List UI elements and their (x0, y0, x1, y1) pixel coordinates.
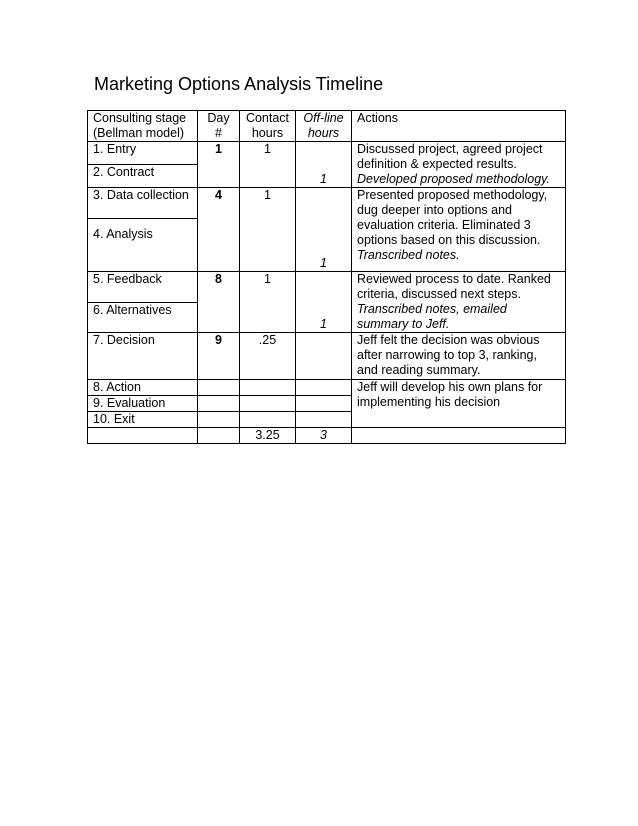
actions-text: Presented proposed methodology, dug deeper into options and evaluation criteria. Eliminated 3 options based on this discussion. (357, 188, 548, 247)
actions-italic-text: Developed proposed methodology. (357, 172, 550, 186)
contact-hours-cell: 1 (240, 188, 296, 272)
day-cell (198, 396, 240, 412)
table-row (88, 188, 566, 219)
total-offline-hours: 3 (296, 428, 352, 444)
day-cell: 4 (198, 188, 240, 272)
stage-cell: 9. Evaluation (88, 396, 198, 412)
stage-cell: 6. Alternatives (88, 303, 198, 333)
offline-hours-value: 1 (320, 317, 327, 331)
offline-hours-cell (296, 188, 352, 272)
actions-text: Discussed project, agreed project definition & expected results. (357, 142, 543, 171)
totals-day-cell (198, 428, 240, 444)
actions-cell: Jeff felt the decision was obvious after narrowing to top 3, ranking, and reading summary. (352, 333, 566, 380)
day-cell (198, 412, 240, 428)
offline-hours-cell (296, 272, 352, 333)
totals-stage-cell (88, 428, 198, 444)
offline-hours-cell (296, 380, 352, 396)
stage-cell: 7. Decision (88, 333, 198, 380)
contact-hours-cell: .25 (240, 333, 296, 380)
totals-row (88, 428, 566, 444)
stage-cell: 5. Feedback (88, 272, 198, 303)
offline-hours-value: 1 (320, 172, 327, 186)
offline-hours-cell (296, 396, 352, 412)
actions-cell (352, 188, 566, 272)
stage-cell: 2. Contract (88, 165, 198, 188)
stage-cell: 1. Entry (88, 142, 198, 165)
offline-hours-value: 1 (320, 256, 327, 270)
contact-hours-cell: 1 (240, 142, 296, 188)
header-stage: Consulting stage (Bellman model) (88, 111, 198, 142)
header-offline: Off-line hours (296, 111, 352, 142)
stage-cell: 8. Action (88, 380, 198, 396)
contact-hours-cell (240, 396, 296, 412)
offline-hours-cell (296, 333, 352, 380)
day-cell: 8 (198, 272, 240, 333)
offline-hours-cell (296, 412, 352, 428)
actions-cell (352, 142, 566, 188)
timeline-table (87, 110, 566, 444)
actions-cell (352, 272, 566, 333)
table-header-row (88, 111, 566, 142)
table-row (88, 380, 566, 396)
day-cell: 9 (198, 333, 240, 380)
totals-actions-cell (352, 428, 566, 444)
total-contact-hours: 3.25 (240, 428, 296, 444)
stage-cell: 10. Exit (88, 412, 198, 428)
table-row (88, 333, 566, 380)
header-day: Day # (198, 111, 240, 142)
stage-cell: 4. Analysis (88, 219, 198, 272)
contact-hours-cell (240, 412, 296, 428)
contact-hours-cell (240, 380, 296, 396)
contact-hours-cell: 1 (240, 272, 296, 333)
offline-hours-cell (296, 142, 352, 188)
document-title: Marketing Options Analysis Timeline (94, 74, 384, 94)
actions-italic-text: Transcribed notes. (357, 248, 460, 262)
stage-cell: 3. Data collection (88, 188, 198, 219)
header-contact: Contact hours (240, 111, 296, 142)
actions-cell: Jeff will develop his own plans for implementing his decision (352, 380, 566, 428)
table-row (88, 272, 566, 303)
day-cell: 1 (198, 142, 240, 188)
actions-text: Reviewed process to date. Ranked criteria, discussed next steps. (357, 272, 551, 301)
day-cell (198, 380, 240, 396)
header-actions: Actions (352, 111, 566, 142)
table-row (88, 142, 566, 165)
actions-italic-text: Transcribed notes, emailed summary to Jeff. (357, 302, 507, 331)
